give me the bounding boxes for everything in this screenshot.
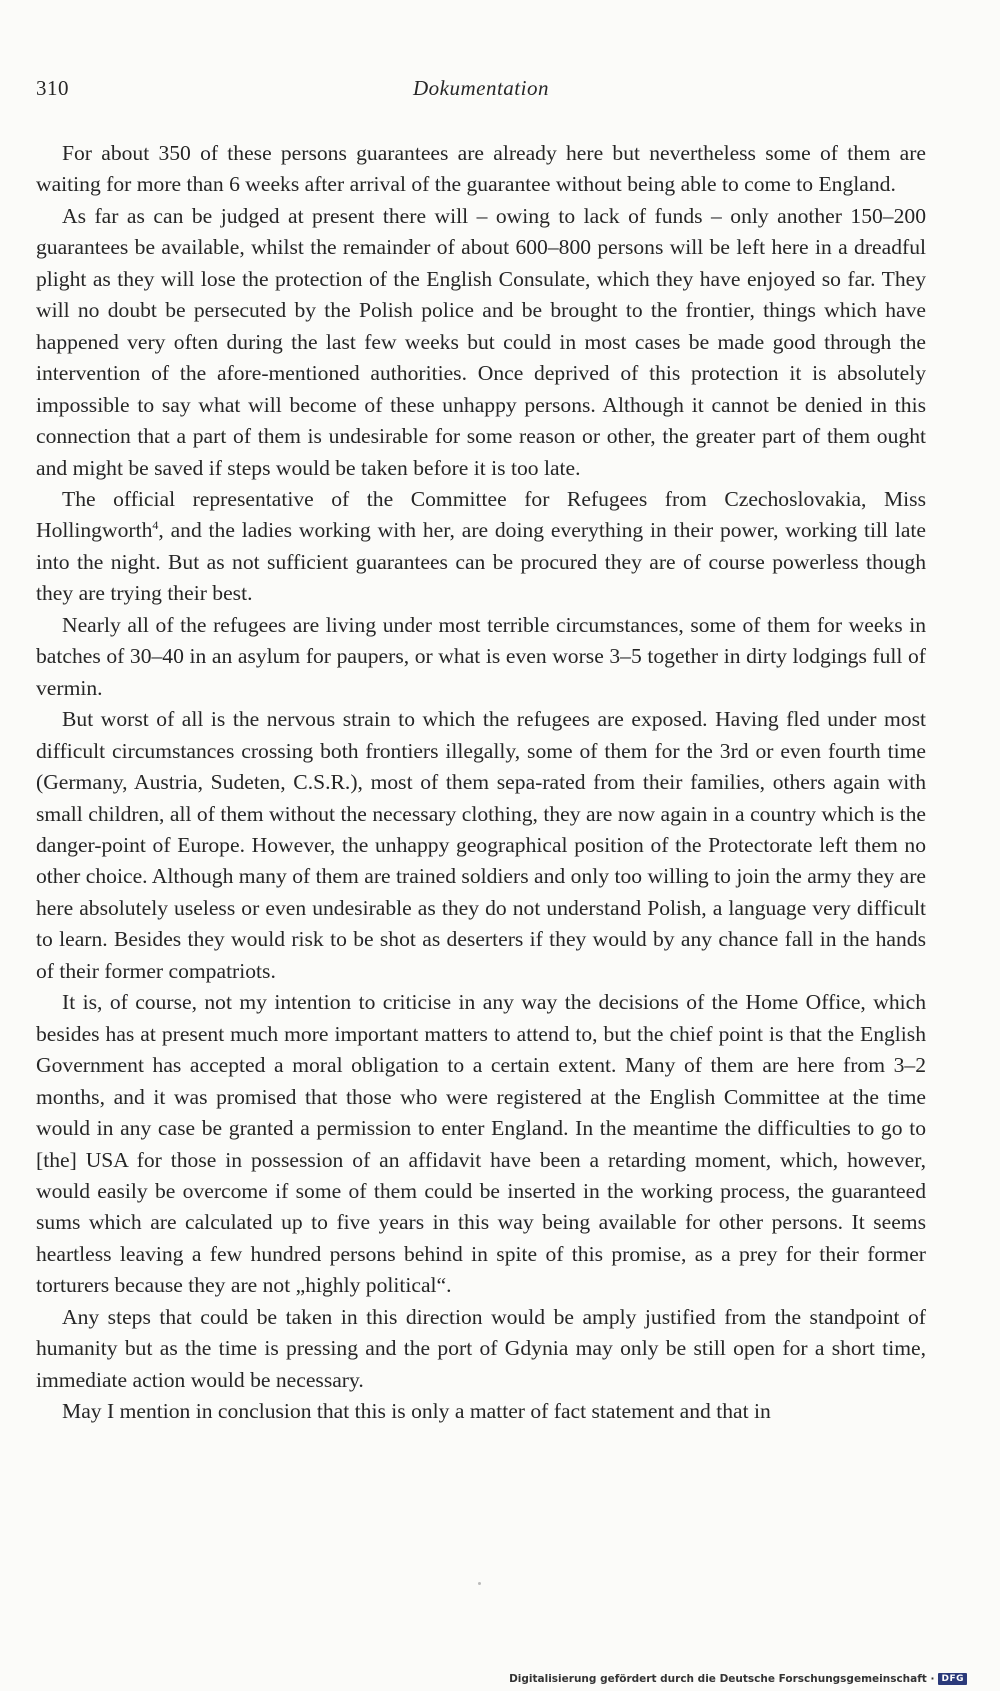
paragraph: As far as can be judged at present there will – owing to lack of funds – only another 150–200 guarantees be available, whilst the remainder of about 600–800 persons will be left here in a dreadful plight as they will lose the protection of the English Consulate, which they have enjoyed so far. They will no doubt be persecuted by the Polish police and be brought to the frontier, things which have happened very often during the last few weeks but could in most cases be made good through the intervention of the afore-mentioned authorities. Once deprived of this protection it is absolutely impossible to say what will become of these unhappy persons. Although it cannot be denied in this connection that a part of them is undesirable for some reason or other, the greater part of them ought and might be saved if steps would be taken before it is too late. — [36, 203, 926, 480]
paragraph: Any steps that could be taken in this direction would be amply justified from the standpoint of humanity but as the time is pressing and the port of Gdynia may only be still open for a short time, immediate action would be necessary. — [36, 1304, 926, 1392]
paragraph-text: , and the ladies working with her, are doing everything in their power, working till late into the night. But as not sufficient guarantees can be procured they are of course powerless though they are trying their best. — [36, 518, 926, 606]
paragraph — [36, 484, 926, 610]
running-head — [36, 76, 926, 106]
body-text — [36, 138, 926, 1428]
footnote-marker: 4 — [152, 518, 159, 533]
paragraph: Nearly all of the refugees are living under most terrible circumstances, some of them for weeks in batches of 30–40 in an asylum for paupers, or what is even worse 3–5 together in dirty lodgings full of vermin. — [36, 612, 926, 700]
scan-speck — [478, 1582, 481, 1585]
dfg-logo-icon: DFG — [938, 1673, 967, 1685]
running-title: Dokumentation — [413, 76, 549, 100]
digitization-credit — [509, 1673, 967, 1685]
paragraph-text: The official representative of the Committee for Refugees from Czechoslovakia, Miss Hollingworth — [36, 486, 926, 543]
paragraph: It is, of course, not my intention to criticise in any way the decisions of the Home Office, which besides has at present much more important matters to attend to, but the chief point is that the English Government has accepted a moral obligation to a certain extent. Many of them are here from 3–2 months, and it was promised that those who were registered at the English Committee at the time would in any case be granted a permission to enter England. In the meantime the difficulties to go to [the] USA for those in possession of an affidavit have been a retarding moment, which, however, would easily be overcome if some of them could be inserted in the working process, the guaranteed sums which are calculated up to five years in this way being available for other persons. It seems heartless leaving a few hundred persons behind in spite of this promise, as a prey for their former torturers because they are not „highly political“. — [36, 990, 926, 1298]
paragraph: May I mention in conclusion that this is only a matter of fact statement and that in — [62, 1399, 771, 1424]
credit-text: Digitalisierung gefördert durch die Deutsche Forschungsgemeinschaft · — [509, 1673, 935, 1685]
paragraph: But worst of all is the nervous strain to which the refugees are exposed. Having fled under most difficult circumstances crossing both frontiers illegally, some of them for the 3rd or even fourth time (Germany, Austria, Sudeten, C.S.R.), most of them sepa-rated from their families, others again with small children, all of them without the necessary clothing, they are now again in a country which is the danger-point of Europe. However, the unhappy geographical position of the Protectorate left them no other choice. Although many of them are trained soldiers and only too willing to join the army they are here absolutely useless or even undesirable as they do not understand Polish, a language very difficult to learn. Besides they would risk to be shot as deserters if they would by any chance fall in the hands of their former compatriots. — [36, 707, 926, 983]
paragraph: For about 350 of these persons guarantees are already here but nevertheless some of them are waiting for more than 6 weeks after arrival of the guarantee without being able to come to England. — [36, 141, 926, 197]
page-number: 310 — [36, 76, 69, 100]
